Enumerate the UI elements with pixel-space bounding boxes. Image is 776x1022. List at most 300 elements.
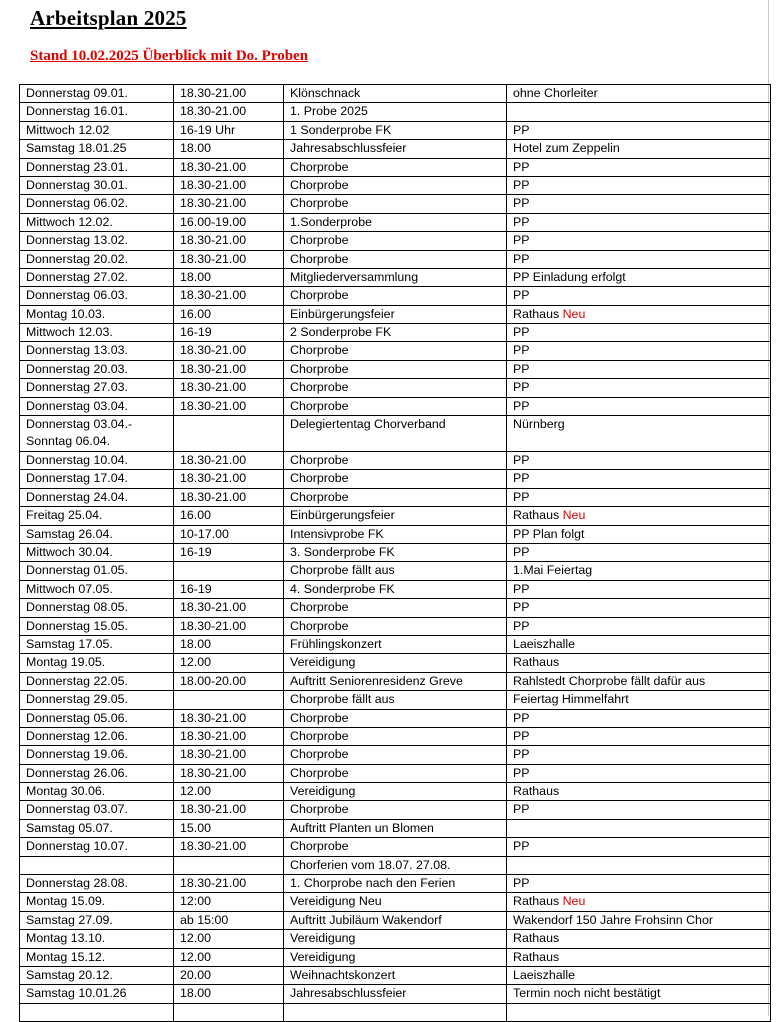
note-cell-text: Rathaus <box>513 784 560 799</box>
time-cell-text: 16-19 <box>180 544 212 559</box>
table-row <box>20 691 771 709</box>
event-cell <box>284 875 507 893</box>
date-cell-text: Donnerstag 12.06. <box>26 728 128 743</box>
date-cell-text: Donnerstag 26.06. <box>26 765 128 780</box>
event-cell <box>284 691 507 709</box>
time-cell <box>174 543 284 561</box>
date-cell-text: Donnerstag 13.02. <box>26 233 128 248</box>
event-cell <box>284 783 507 801</box>
event-cell <box>284 360 507 378</box>
event-cell <box>284 195 507 213</box>
event-cell <box>284 856 507 874</box>
date-cell-text: Montag 15.12. <box>26 949 106 964</box>
note-cell-text: PP <box>513 398 530 413</box>
note-cell-text: PP Plan folgt <box>513 526 585 541</box>
date-cell-text: Samstag 26.04. <box>26 526 113 541</box>
date-cell <box>20 543 174 561</box>
note-cell-text: Rathaus <box>513 931 560 946</box>
table-row <box>20 176 771 194</box>
note-cell-text: PP <box>513 581 530 596</box>
table-row <box>20 232 771 250</box>
date-cell-text: Donnerstag 13.03. <box>26 343 128 358</box>
time-cell-text: 16-19 <box>180 581 212 596</box>
note-cell-text: PP <box>513 159 530 174</box>
date-cell-text: Samstag 05.07. <box>26 820 113 835</box>
time-cell-text: 18.30-21.00 <box>180 453 247 468</box>
table-row <box>20 948 771 966</box>
table-row <box>20 672 771 690</box>
event-cell <box>284 819 507 837</box>
note-cell <box>507 250 771 268</box>
table-row <box>20 85 771 103</box>
date-cell <box>20 85 174 103</box>
event-cell <box>284 727 507 745</box>
new-flag: Neu <box>562 894 586 909</box>
date-cell-text: Donnerstag 10.04. <box>26 453 128 468</box>
time-cell <box>174 140 284 158</box>
time-cell-text: 18.30-21.00 <box>180 398 247 413</box>
event-cell-text: Vereidigung <box>290 784 356 799</box>
event-cell <box>284 452 507 470</box>
table-row <box>20 324 771 342</box>
note-cell <box>507 691 771 709</box>
note-cell-text: Rathaus <box>513 508 560 523</box>
time-cell-text: 18.30-21.00 <box>180 876 247 891</box>
time-cell-text: 18.00 <box>180 269 212 284</box>
table-row <box>20 543 771 561</box>
event-cell-text: Chorprobe <box>290 489 349 504</box>
time-cell <box>174 103 284 121</box>
note-cell <box>507 930 771 948</box>
date-cell-text: Donnerstag 17.04. <box>26 471 128 486</box>
note-cell-text: PP <box>513 471 530 486</box>
time-cell-text: 18.30-21.00 <box>180 728 247 743</box>
date-cell <box>20 305 174 323</box>
date-cell <box>20 875 174 893</box>
note-cell-text: PP <box>513 544 530 559</box>
date-cell <box>20 580 174 598</box>
date-cell <box>20 893 174 911</box>
date-cell <box>20 727 174 745</box>
time-cell-text: 18.30-21.00 <box>180 839 247 854</box>
date-cell <box>20 287 174 305</box>
time-cell-text: 18.30-21.00 <box>180 765 247 780</box>
time-cell <box>174 342 284 360</box>
event-cell <box>284 342 507 360</box>
event-cell <box>284 911 507 929</box>
note-cell <box>507 176 771 194</box>
note-cell-text: PP <box>513 214 530 229</box>
note-cell-text: Rathaus <box>513 894 560 909</box>
date-cell-text: Samstag 17.05. <box>26 636 113 651</box>
date-cell <box>20 158 174 176</box>
note-cell <box>507 525 771 543</box>
date-cell <box>20 783 174 801</box>
event-cell <box>284 635 507 653</box>
note-cell <box>507 195 771 213</box>
time-cell <box>174 966 284 984</box>
event-cell <box>284 525 507 543</box>
note-cell <box>507 121 771 139</box>
time-cell <box>174 250 284 268</box>
note-cell <box>507 856 771 874</box>
event-cell <box>284 488 507 506</box>
date-cell-text: Montag 30.06. <box>26 784 106 799</box>
time-cell-text: 18.30-21.00 <box>180 288 247 303</box>
time-cell <box>174 911 284 929</box>
date-cell <box>20 342 174 360</box>
time-cell-text: 18.30-21.00 <box>180 86 247 100</box>
event-cell-text: Chorprobe <box>290 453 349 468</box>
time-cell <box>174 746 284 764</box>
date-cell-text: Donnerstag 28.08. <box>26 876 128 891</box>
table-row <box>20 599 771 617</box>
date-cell <box>20 930 174 948</box>
time-cell-text: 20.00 <box>180 967 212 982</box>
date-cell <box>20 324 174 342</box>
table-row <box>20 507 771 525</box>
date-cell <box>20 379 174 397</box>
note-cell <box>507 543 771 561</box>
time-cell <box>174 232 284 250</box>
note-cell-text: Rahlstedt Chorprobe fällt dafür aus <box>513 673 706 688</box>
time-cell <box>174 930 284 948</box>
date-cell-text: Donnerstag 06.02. <box>26 196 128 211</box>
note-cell-text: PP <box>513 177 530 192</box>
time-cell <box>174 819 284 837</box>
event-cell-text: Vereidigung Neu <box>290 894 382 909</box>
event-cell <box>284 305 507 323</box>
event-cell-text: Chorprobe <box>290 343 349 358</box>
time-cell <box>174 525 284 543</box>
note-cell-text: PP <box>513 233 530 248</box>
date-cell <box>20 635 174 653</box>
time-cell <box>174 324 284 342</box>
time-cell <box>174 985 284 1003</box>
note-cell <box>507 635 771 653</box>
time-cell <box>174 875 284 893</box>
table-row <box>20 397 771 415</box>
date-cell <box>20 452 174 470</box>
time-cell-text: 12.00 <box>180 931 212 946</box>
event-cell-text: Klönschnack <box>290 86 361 100</box>
event-cell-text: Weihnachtskonzert <box>290 967 396 982</box>
date-cell-text: Donnerstag 30.01. <box>26 177 128 192</box>
note-cell <box>507 672 771 690</box>
table-row <box>20 838 771 856</box>
event-cell <box>284 250 507 268</box>
event-cell <box>284 930 507 948</box>
event-cell-text: Jahresabschlussfeier <box>290 986 407 1001</box>
note-cell-text: Rathaus <box>513 949 560 964</box>
table-row <box>20 654 771 672</box>
date-cell-text: Donnerstag 08.05. <box>26 600 128 615</box>
table-row <box>20 635 771 653</box>
event-cell-text: 4. Sonderprobe FK <box>290 581 395 596</box>
note-cell <box>507 416 771 452</box>
event-cell-text: Chorprobe <box>290 288 349 303</box>
date-cell-text: Donnerstag 05.06. <box>26 710 128 725</box>
date-cell <box>20 764 174 782</box>
event-cell-text: Mitgliederversammlung <box>290 269 419 284</box>
event-cell-text: Chorprobe <box>290 398 349 413</box>
note-cell-text: Hotel zum Zeppelin <box>513 141 620 156</box>
date-cell-text: Donnerstag 22.05. <box>26 673 128 688</box>
time-cell-text: 18.30-21.00 <box>180 802 247 817</box>
date-cell <box>20 654 174 672</box>
note-cell-text: Rathaus <box>513 655 560 670</box>
event-cell <box>284 562 507 580</box>
event-cell <box>284 985 507 1003</box>
date-cell <box>20 819 174 837</box>
event-cell-text: Chorprobe <box>290 196 349 211</box>
note-cell <box>507 838 771 856</box>
event-cell-text: 1 Sonderprobe FK <box>290 122 392 137</box>
time-cell-text: 12.00 <box>180 949 212 964</box>
note-cell <box>507 599 771 617</box>
time-cell-text: 18.30-21.00 <box>180 104 247 119</box>
schedule-table <box>19 84 771 1022</box>
event-cell <box>284 416 507 452</box>
event-cell <box>284 966 507 984</box>
note-cell-text: PP <box>513 710 530 725</box>
note-cell-text: PP <box>513 325 530 340</box>
note-cell <box>507 764 771 782</box>
time-cell <box>174 287 284 305</box>
date-cell <box>20 838 174 856</box>
event-cell <box>284 158 507 176</box>
table-row <box>20 287 771 305</box>
date-cell <box>20 856 174 874</box>
time-cell-text: 16.00 <box>180 508 212 523</box>
event-cell-text: 3. Sonderprobe FK <box>290 544 395 559</box>
table-row <box>20 360 771 378</box>
note-cell-text: Wakendorf 150 Jahre Frohsinn Chor <box>513 912 713 927</box>
event-cell-text: Chorprobe <box>290 471 349 486</box>
time-cell-text: 18.30-21.00 <box>180 600 247 615</box>
date-cell <box>20 232 174 250</box>
time-cell <box>174 121 284 139</box>
note-cell <box>507 801 771 819</box>
time-cell-text: 18.30-21.00 <box>180 471 247 486</box>
note-cell-text: PP <box>513 876 530 891</box>
event-cell-text: Jahresabschlussfeier <box>290 141 407 156</box>
date-cell <box>20 709 174 727</box>
time-cell <box>174 783 284 801</box>
note-cell <box>507 709 771 727</box>
table-row <box>20 379 771 397</box>
table-row <box>20 801 771 819</box>
time-cell-text: 18.30-21.00 <box>180 196 247 211</box>
note-cell <box>507 360 771 378</box>
note-cell <box>507 819 771 837</box>
date-cell-text: Donnerstag 29.05. <box>26 692 128 707</box>
note-cell <box>507 617 771 635</box>
time-cell-text: 18.30-21.00 <box>180 251 247 266</box>
time-cell-text: 12.00 <box>180 655 212 670</box>
time-cell <box>174 893 284 911</box>
time-cell <box>174 176 284 194</box>
note-cell-text: PP <box>513 453 530 468</box>
time-cell <box>174 268 284 286</box>
date-cell-text: Mittwoch 12.03. <box>26 325 113 340</box>
event-cell-text: Auftritt Seniorenresidenz Greve <box>290 673 463 688</box>
time-cell-text: 18.30-21.00 <box>180 380 247 395</box>
event-cell <box>284 287 507 305</box>
event-cell-text: 1. Probe 2025 <box>290 104 368 119</box>
date-cell-text: Donnerstag 03.07. <box>26 802 128 817</box>
note-cell <box>507 507 771 525</box>
date-cell-text: Montag 19.05. <box>26 655 106 670</box>
event-cell-text: 1. Chorprobe nach den Ferien <box>290 876 456 891</box>
note-cell <box>507 213 771 231</box>
note-cell <box>507 893 771 911</box>
event-cell <box>284 397 507 415</box>
date-cell <box>20 672 174 690</box>
time-cell <box>174 727 284 745</box>
event-cell-text: Chorprobe <box>290 728 349 743</box>
date-cell <box>20 507 174 525</box>
date-cell <box>20 176 174 194</box>
time-cell-text: 16-19 Uhr <box>180 122 236 137</box>
date-cell-text: Donnerstag 06.03. <box>26 288 128 303</box>
date-cell <box>20 746 174 764</box>
table-row <box>20 856 771 874</box>
note-cell <box>507 654 771 672</box>
event-cell <box>284 103 507 121</box>
event-cell <box>284 764 507 782</box>
time-cell <box>174 617 284 635</box>
time-cell <box>174 691 284 709</box>
table-row <box>20 268 771 286</box>
date-cell <box>20 103 174 121</box>
time-cell-text: 10-17.00 <box>180 526 229 541</box>
time-cell <box>174 488 284 506</box>
date-cell <box>20 397 174 415</box>
date-cell <box>20 140 174 158</box>
table-row <box>20 158 771 176</box>
table-row <box>20 195 771 213</box>
date-cell-text: Montag 15.09. <box>26 894 106 909</box>
note-cell-text: PP <box>513 343 530 358</box>
date-cell <box>20 985 174 1003</box>
event-cell-text: Intensivprobe FK <box>290 526 384 541</box>
event-cell <box>284 801 507 819</box>
table-row <box>20 966 771 984</box>
event-cell-text: Chorprobe <box>290 600 349 615</box>
time-cell-text: 18.30-21.00 <box>180 361 247 376</box>
note-cell <box>507 488 771 506</box>
time-cell <box>174 360 284 378</box>
date-line-2: Sonntag 06.04. <box>26 434 111 449</box>
date-cell-text: Donnerstag 19.06. <box>26 747 128 762</box>
note-cell <box>507 379 771 397</box>
date-cell-text: Mittwoch 12.02. <box>26 214 113 229</box>
event-cell-text: Vereidigung <box>290 949 356 964</box>
event-cell <box>284 617 507 635</box>
time-cell-text: 18.30-21.00 <box>180 233 247 248</box>
date-cell-text: Donnerstag 09.01. <box>26 86 128 100</box>
table-row <box>20 470 771 488</box>
date-cell <box>20 488 174 506</box>
date-cell-text: Samstag 18.01.25 <box>26 141 127 156</box>
table-row <box>20 875 771 893</box>
note-cell <box>507 158 771 176</box>
table-row <box>20 783 771 801</box>
table-row <box>20 250 771 268</box>
note-cell-text: PP <box>513 802 530 817</box>
time-cell <box>174 470 284 488</box>
table-row <box>20 103 771 121</box>
time-cell-text: 18.00 <box>180 636 212 651</box>
event-cell <box>284 746 507 764</box>
event-cell <box>284 838 507 856</box>
note-cell-text: PP <box>513 288 530 303</box>
event-cell <box>284 507 507 525</box>
note-cell <box>507 324 771 342</box>
event-cell-text: Chorprobe <box>290 380 349 395</box>
event-cell <box>284 709 507 727</box>
event-cell <box>284 599 507 617</box>
table-row <box>20 746 771 764</box>
note-cell <box>507 948 771 966</box>
event-cell <box>284 654 507 672</box>
time-cell <box>174 452 284 470</box>
date-cell <box>20 911 174 929</box>
note-cell-text: Nürnberg <box>513 417 565 432</box>
note-cell-text: PP <box>513 747 530 762</box>
date-cell-text: Donnerstag 15.05. <box>26 618 128 633</box>
date-cell-text: Donnerstag 24.04. <box>26 489 128 504</box>
date-cell <box>20 617 174 635</box>
time-cell <box>174 379 284 397</box>
note-cell <box>507 1003 771 1021</box>
event-cell-text: Chorprobe fällt aus <box>290 563 395 578</box>
table-row <box>20 452 771 470</box>
date-cell-text: Samstag 20.12. <box>26 967 113 982</box>
event-cell <box>284 324 507 342</box>
note-cell-text: Rathaus <box>513 306 560 321</box>
table-row <box>20 562 771 580</box>
note-cell-text: Feiertag Himmelfahrt <box>513 692 629 707</box>
time-cell <box>174 838 284 856</box>
time-cell-text: ab 15:00 <box>180 912 229 927</box>
note-cell <box>507 85 771 103</box>
note-cell-text: PP <box>513 380 530 395</box>
time-cell <box>174 1003 284 1021</box>
time-cell-text: 18.30-21.00 <box>180 343 247 358</box>
note-cell <box>507 562 771 580</box>
time-cell-text: 12.00 <box>180 784 212 799</box>
time-cell <box>174 654 284 672</box>
event-cell <box>284 232 507 250</box>
event-cell <box>284 121 507 139</box>
note-cell-text: PP <box>513 618 530 633</box>
time-cell <box>174 195 284 213</box>
table-row <box>20 985 771 1003</box>
note-cell-text: PP <box>513 600 530 615</box>
note-cell-text: PP <box>513 489 530 504</box>
note-cell <box>507 966 771 984</box>
time-cell <box>174 580 284 598</box>
date-cell-text: Mittwoch 07.05. <box>26 581 113 596</box>
event-cell-text: Auftritt Planten un Blomen <box>290 820 434 835</box>
date-cell-text: Donnerstag 20.03. <box>26 361 128 376</box>
note-cell-text: Termin noch nicht bestätigt <box>513 986 661 1001</box>
date-cell <box>20 360 174 378</box>
event-cell <box>284 893 507 911</box>
event-cell-text: Frühlingskonzert <box>290 636 382 651</box>
